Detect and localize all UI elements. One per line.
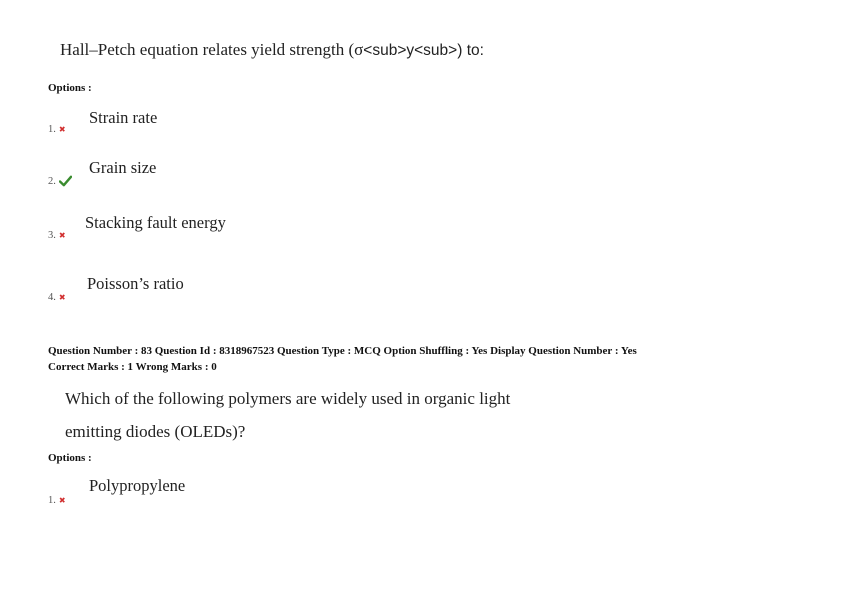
- options-label: Options :: [48, 82, 92, 94]
- question-meta: Question Number : 83 Question Id : 8318967523 Question Type : MCQ Option Shuffling : Yes Display Question Number : Yes: [48, 345, 637, 357]
- wrong-mark-icon: ✖: [58, 495, 66, 505]
- option-number-label: 2.: [48, 175, 56, 187]
- option-number: [48, 230, 66, 241]
- wrong-mark-icon: ✖: [58, 292, 66, 302]
- options-label: Options :: [48, 452, 92, 464]
- question-text-suffix: <sub>y<sub>) to:: [363, 42, 484, 59]
- option-text[interactable]: Strain rate: [89, 108, 158, 127]
- question-text-line: Which of the following polymers are widely used in organic light: [65, 389, 511, 408]
- option-number: [48, 495, 66, 506]
- option-number-label: 1.: [48, 495, 56, 506]
- question-text-line: emitting diodes (OLEDs)?: [65, 422, 246, 441]
- option-number-label: 1.: [48, 124, 56, 135]
- correct-check-icon: [59, 175, 72, 187]
- option-number: [48, 175, 72, 187]
- option-number-label: 4.: [48, 292, 56, 303]
- option-number-label: 3.: [48, 230, 56, 241]
- question-text: [60, 40, 484, 60]
- option-text[interactable]: Polypropylene: [89, 476, 186, 495]
- option-text[interactable]: Grain size: [89, 158, 157, 177]
- wrong-mark-icon: ✖: [58, 230, 66, 240]
- question-text-main: Hall–Petch equation relates yield strength (σ: [60, 40, 364, 59]
- option-number: [48, 292, 66, 303]
- wrong-mark-icon: ✖: [58, 124, 66, 134]
- option-text[interactable]: Stacking fault energy: [85, 213, 226, 232]
- marks-meta: Correct Marks : 1 Wrong Marks : 0: [48, 361, 217, 373]
- option-number: [48, 124, 66, 135]
- option-text[interactable]: Poisson’s ratio: [87, 274, 184, 293]
